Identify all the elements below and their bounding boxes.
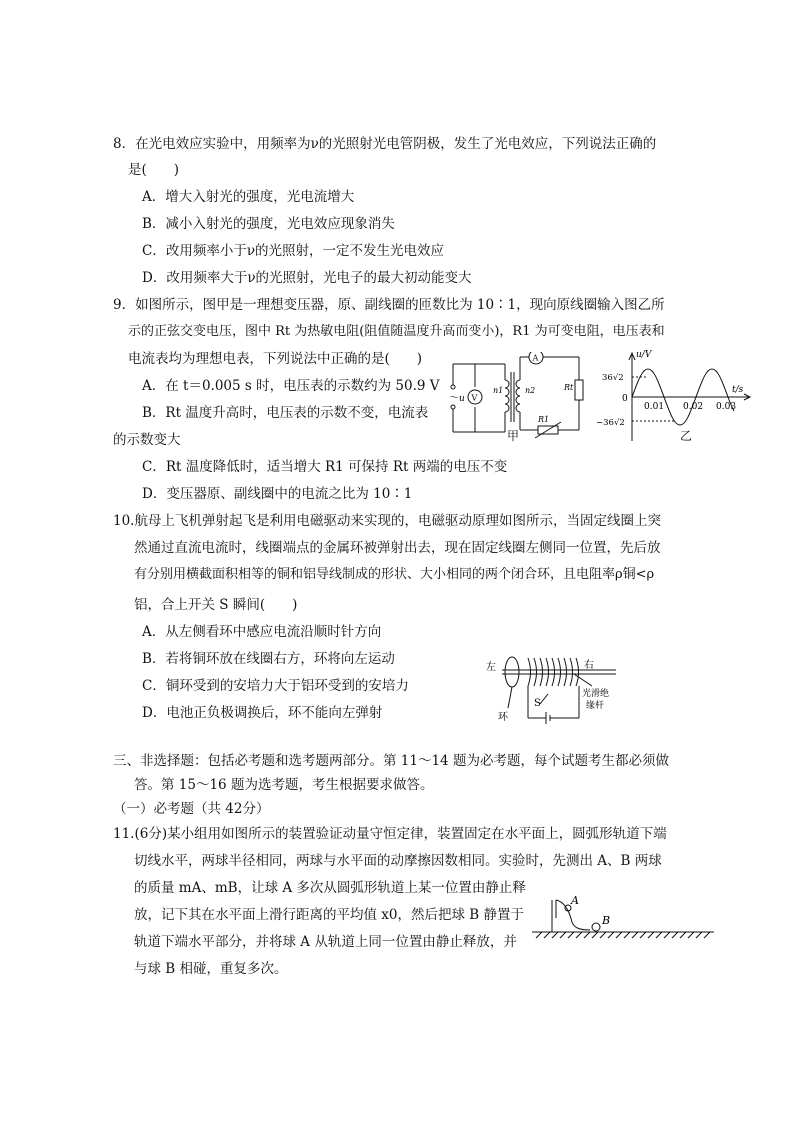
q9-transformer-circuit-figure — [445, 352, 595, 444]
q11-line3: 的质量 mA、mB，让球 A 多次从圆弧形轨道上某一位置由静止释 — [134, 880, 526, 896]
q10-stem-line1: 10.航母上飞机弹射起飞是利用电磁驱动来实现的，电磁驱动原理如图所示，当固定线圈上突 — [113, 513, 661, 529]
q9-graph-x-axis-label: t/s — [732, 385, 744, 395]
q8-option-b: B．减小入射光的强度，光电效应现象消失 — [142, 216, 395, 232]
section3-subheading: （一）必考题（共 42分） — [113, 801, 270, 817]
q9-option-b-line1: B．Rt 温度升高时，电压表的示数不变，电流表 — [142, 405, 429, 421]
q9-figure-label-yi: 乙 — [680, 429, 693, 443]
q11-arc-track-figure — [530, 888, 718, 944]
q9-voltmeter-symbol: V — [471, 393, 478, 403]
q8-stem-line2: 是( ) — [128, 162, 180, 178]
q11-ball-a-label: A — [571, 894, 579, 907]
q10-fig-right-label: 右 — [584, 660, 594, 671]
q10-fig-rod-label-2: 缘杆 — [586, 701, 605, 711]
q9-graph-zero: 0 — [622, 394, 628, 404]
q9-graph-t1: 0.01 — [644, 402, 665, 412]
q9-graph-y-axis-label: u/V — [636, 350, 652, 360]
q10-fig-ring-label: 环 — [498, 712, 508, 723]
q10-fig-left-label: 左 — [486, 662, 496, 673]
q11-line1: 11.(6分)某小组用如图所示的装置验证动量守恒定律，装置固定在水平面上，圆弧形轨道下端 — [113, 826, 667, 842]
q10-stem-line3: 有分别用横截面积相等的铜和铝导线制成的形状、大小相同的两个闭合环，且电阻率ρ铜<ρ — [134, 567, 655, 582]
q8-option-d: D．改用频率大于ν的光照射，光电子的最大初动能变大 — [142, 270, 472, 286]
q11-line2: 切线水平，两球半径相同，两球与水平面的动摩擦因数相同。实验时，先测出 A、B 两球 — [134, 853, 662, 869]
q10-option-b: B．若将铜环放在线圈右方，环将向左运动 — [142, 651, 395, 667]
q10-coil-ring-figure — [484, 648, 654, 726]
q9-stem-line2: 示的正弦交变电压，图中 Rt 为热敏电阻(阻值随温度升高而变小)，R1 为可变电阻，电压表和 — [128, 324, 665, 339]
q10-option-d: D．电池正负极调换后，环不能向左弹射 — [142, 705, 383, 721]
q10-fig-rod-label-1: 光滑绝 — [582, 689, 610, 699]
q9-ammeter-symbol: A — [532, 353, 539, 363]
q9-option-b-line2: 的示数变大 — [113, 432, 181, 448]
q10-stem-line2: 然通过直流电流时，线圈端点的金属环被弹射出去，现在固定线圈左侧同一位置，先后放 — [134, 540, 661, 556]
q9-option-a: A．在 t＝0.005 s 时，电压表的示数约为 50.9 V — [142, 378, 440, 394]
q10-fig-switch-label: S — [534, 698, 541, 709]
q10-option-c: C．铜环受到的安培力大于铝环受到的安培力 — [142, 678, 409, 694]
q9-fig-u: u — [459, 394, 465, 404]
q11-ball-b-label: B — [602, 914, 611, 927]
q9-n2-label: n2 — [525, 386, 536, 395]
q9-graph-ymin: −36√2 — [596, 418, 625, 428]
q9-stem-line1: 9．如图所示，图甲是一理想变压器，原、副线圈的匝数比为 10∶1，现向原线圈输入图乙所 — [113, 297, 665, 313]
q9-figure-label-jia: 甲 — [507, 429, 520, 443]
q9-voltage-time-graph — [592, 345, 752, 445]
q9-option-c: C．Rt 温度降低时，适当增大 R1 可保持 Rt 两端的电压不变 — [142, 459, 508, 475]
q10-option-a: A．从左侧看环中感应电流沿顺时针方向 — [142, 624, 382, 640]
section3-heading-line2: 答。第 15～16 题为选考题，考生根据要求做答。 — [134, 777, 434, 793]
q9-fig-tilde: ～ — [449, 393, 459, 404]
q9-graph-t2: 0.02 — [683, 402, 704, 412]
section3-heading-line1: 三、非选择题：包括必考题和选考题两部分。第 11～14 题为必考题，每个试题考生都必须做 — [113, 753, 669, 769]
q9-r1-label: R1 — [538, 415, 550, 424]
q9-option-d: D．变压器原、副线圈中的电流之比为 10∶1 — [142, 486, 413, 502]
q9-graph-ymax: 36√2 — [602, 373, 624, 383]
q9-graph-t3: 0.03 — [716, 402, 737, 412]
q11-line4: 放，记下其在水平面上滑行距离的平均值 x0，然后把球 B 静置于 — [134, 907, 524, 923]
q8-option-a: A．增大入射光的强度，光电流增大 — [142, 189, 355, 205]
q9-rt-label: Rt — [564, 383, 574, 392]
q8-option-c: C．改用频率小于ν的光照射，一定不发生光电效应 — [142, 243, 445, 259]
q10-stem-line4: 铝，合上开关 S 瞬间( ) — [134, 597, 298, 613]
q11-line5: 轨道下端水平部分，并将球 A 从轨道上同一位置由静止释放，并 — [134, 934, 517, 950]
q8-stem-line1: 8．在光电效应实验中，用频率为ν的光照射光电管阴极，发生了光电效应，下列说法正确的 — [113, 136, 657, 152]
q9-stem-line3: 电流表均为理想电表，下列说法中正确的是( ) — [128, 351, 423, 367]
q11-line6: 与球 B 相碰，重复多次。 — [134, 961, 288, 977]
q9-n1-label: n1 — [493, 386, 504, 395]
